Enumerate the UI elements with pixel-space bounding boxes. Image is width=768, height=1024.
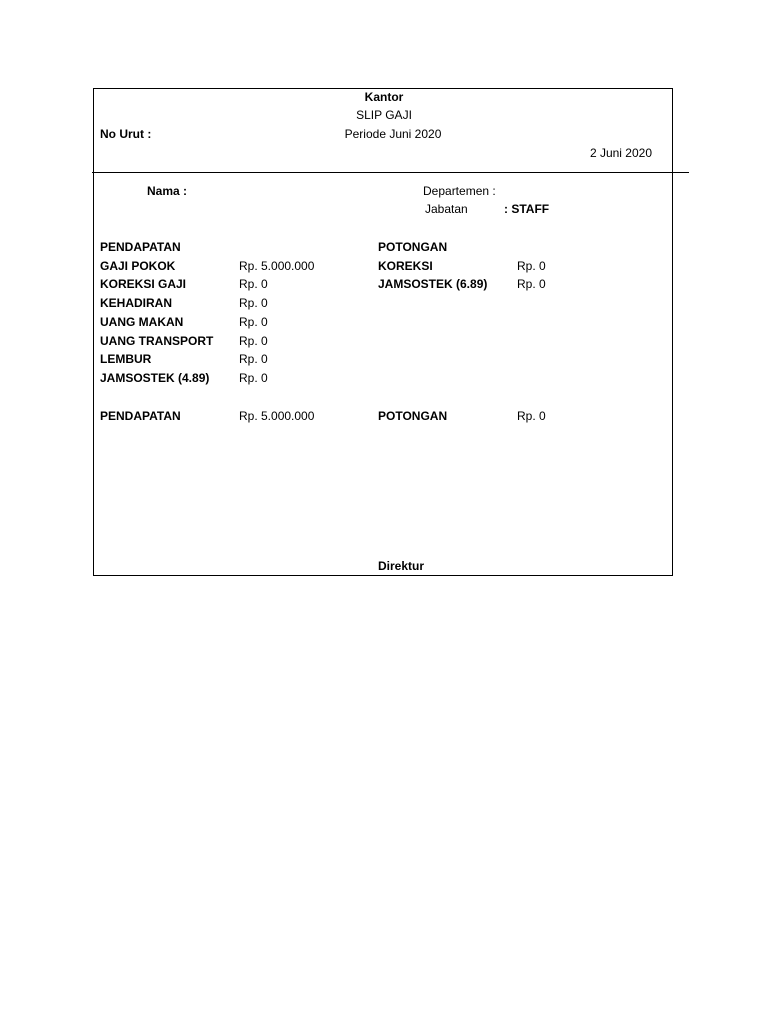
nama-label: Nama :	[147, 184, 188, 198]
pendapatan-item-value: Rp. 0	[239, 315, 268, 329]
periode-text: Periode Juni 2020	[344, 127, 442, 141]
potongan-heading: POTONGAN	[378, 240, 448, 254]
potongan-item-label: KOREKSI	[378, 259, 433, 273]
pendapatan-item-value: Rp. 0	[239, 277, 268, 291]
slip-title: SLIP GAJI	[356, 108, 412, 122]
header-separator-line	[92, 172, 689, 173]
pendapatan-item-label: KOREKSI GAJI	[100, 277, 187, 291]
potongan-total-label: POTONGAN	[378, 409, 448, 423]
pendapatan-heading: PENDAPATAN	[100, 240, 181, 254]
salary-slip	[93, 88, 673, 576]
pendapatan-item-label: KEHADIRAN	[100, 296, 172, 310]
jabatan-value: : STAFF	[504, 202, 550, 216]
pendapatan-item-label: LEMBUR	[100, 352, 152, 366]
slip-date: 2 Juni 2020	[589, 146, 652, 160]
pendapatan-item-value: Rp. 0	[239, 334, 268, 348]
pendapatan-item-value: Rp. 0	[239, 371, 268, 385]
pendapatan-total-label: PENDAPATAN	[100, 409, 181, 423]
pendapatan-total-value: Rp. 5.000.000	[239, 409, 315, 423]
company-name: Kantor	[364, 90, 404, 104]
pendapatan-item-label: UANG TRANSPORT	[100, 334, 214, 348]
potongan-item-value: Rp. 0	[517, 277, 546, 291]
no-urut-label: No Urut :	[100, 127, 152, 141]
pendapatan-item-value: Rp. 0	[239, 296, 268, 310]
departemen-label: Departemen :	[423, 184, 496, 198]
pendapatan-item-label: UANG MAKAN	[100, 315, 184, 329]
potongan-item-value: Rp. 0	[517, 259, 546, 273]
signature-direktur: Direktur	[377, 559, 425, 573]
pendapatan-item-label: JAMSOSTEK (4.89)	[100, 371, 210, 385]
jabatan-label: Jabatan	[425, 202, 468, 216]
potongan-total-value: Rp. 0	[517, 409, 546, 423]
potongan-item-label: JAMSOSTEK (6.89)	[378, 277, 488, 291]
pendapatan-item-value: Rp. 0	[239, 352, 268, 366]
pendapatan-item-value: Rp. 5.000.000	[239, 259, 315, 273]
pendapatan-item-label: GAJI POKOK	[100, 259, 176, 273]
